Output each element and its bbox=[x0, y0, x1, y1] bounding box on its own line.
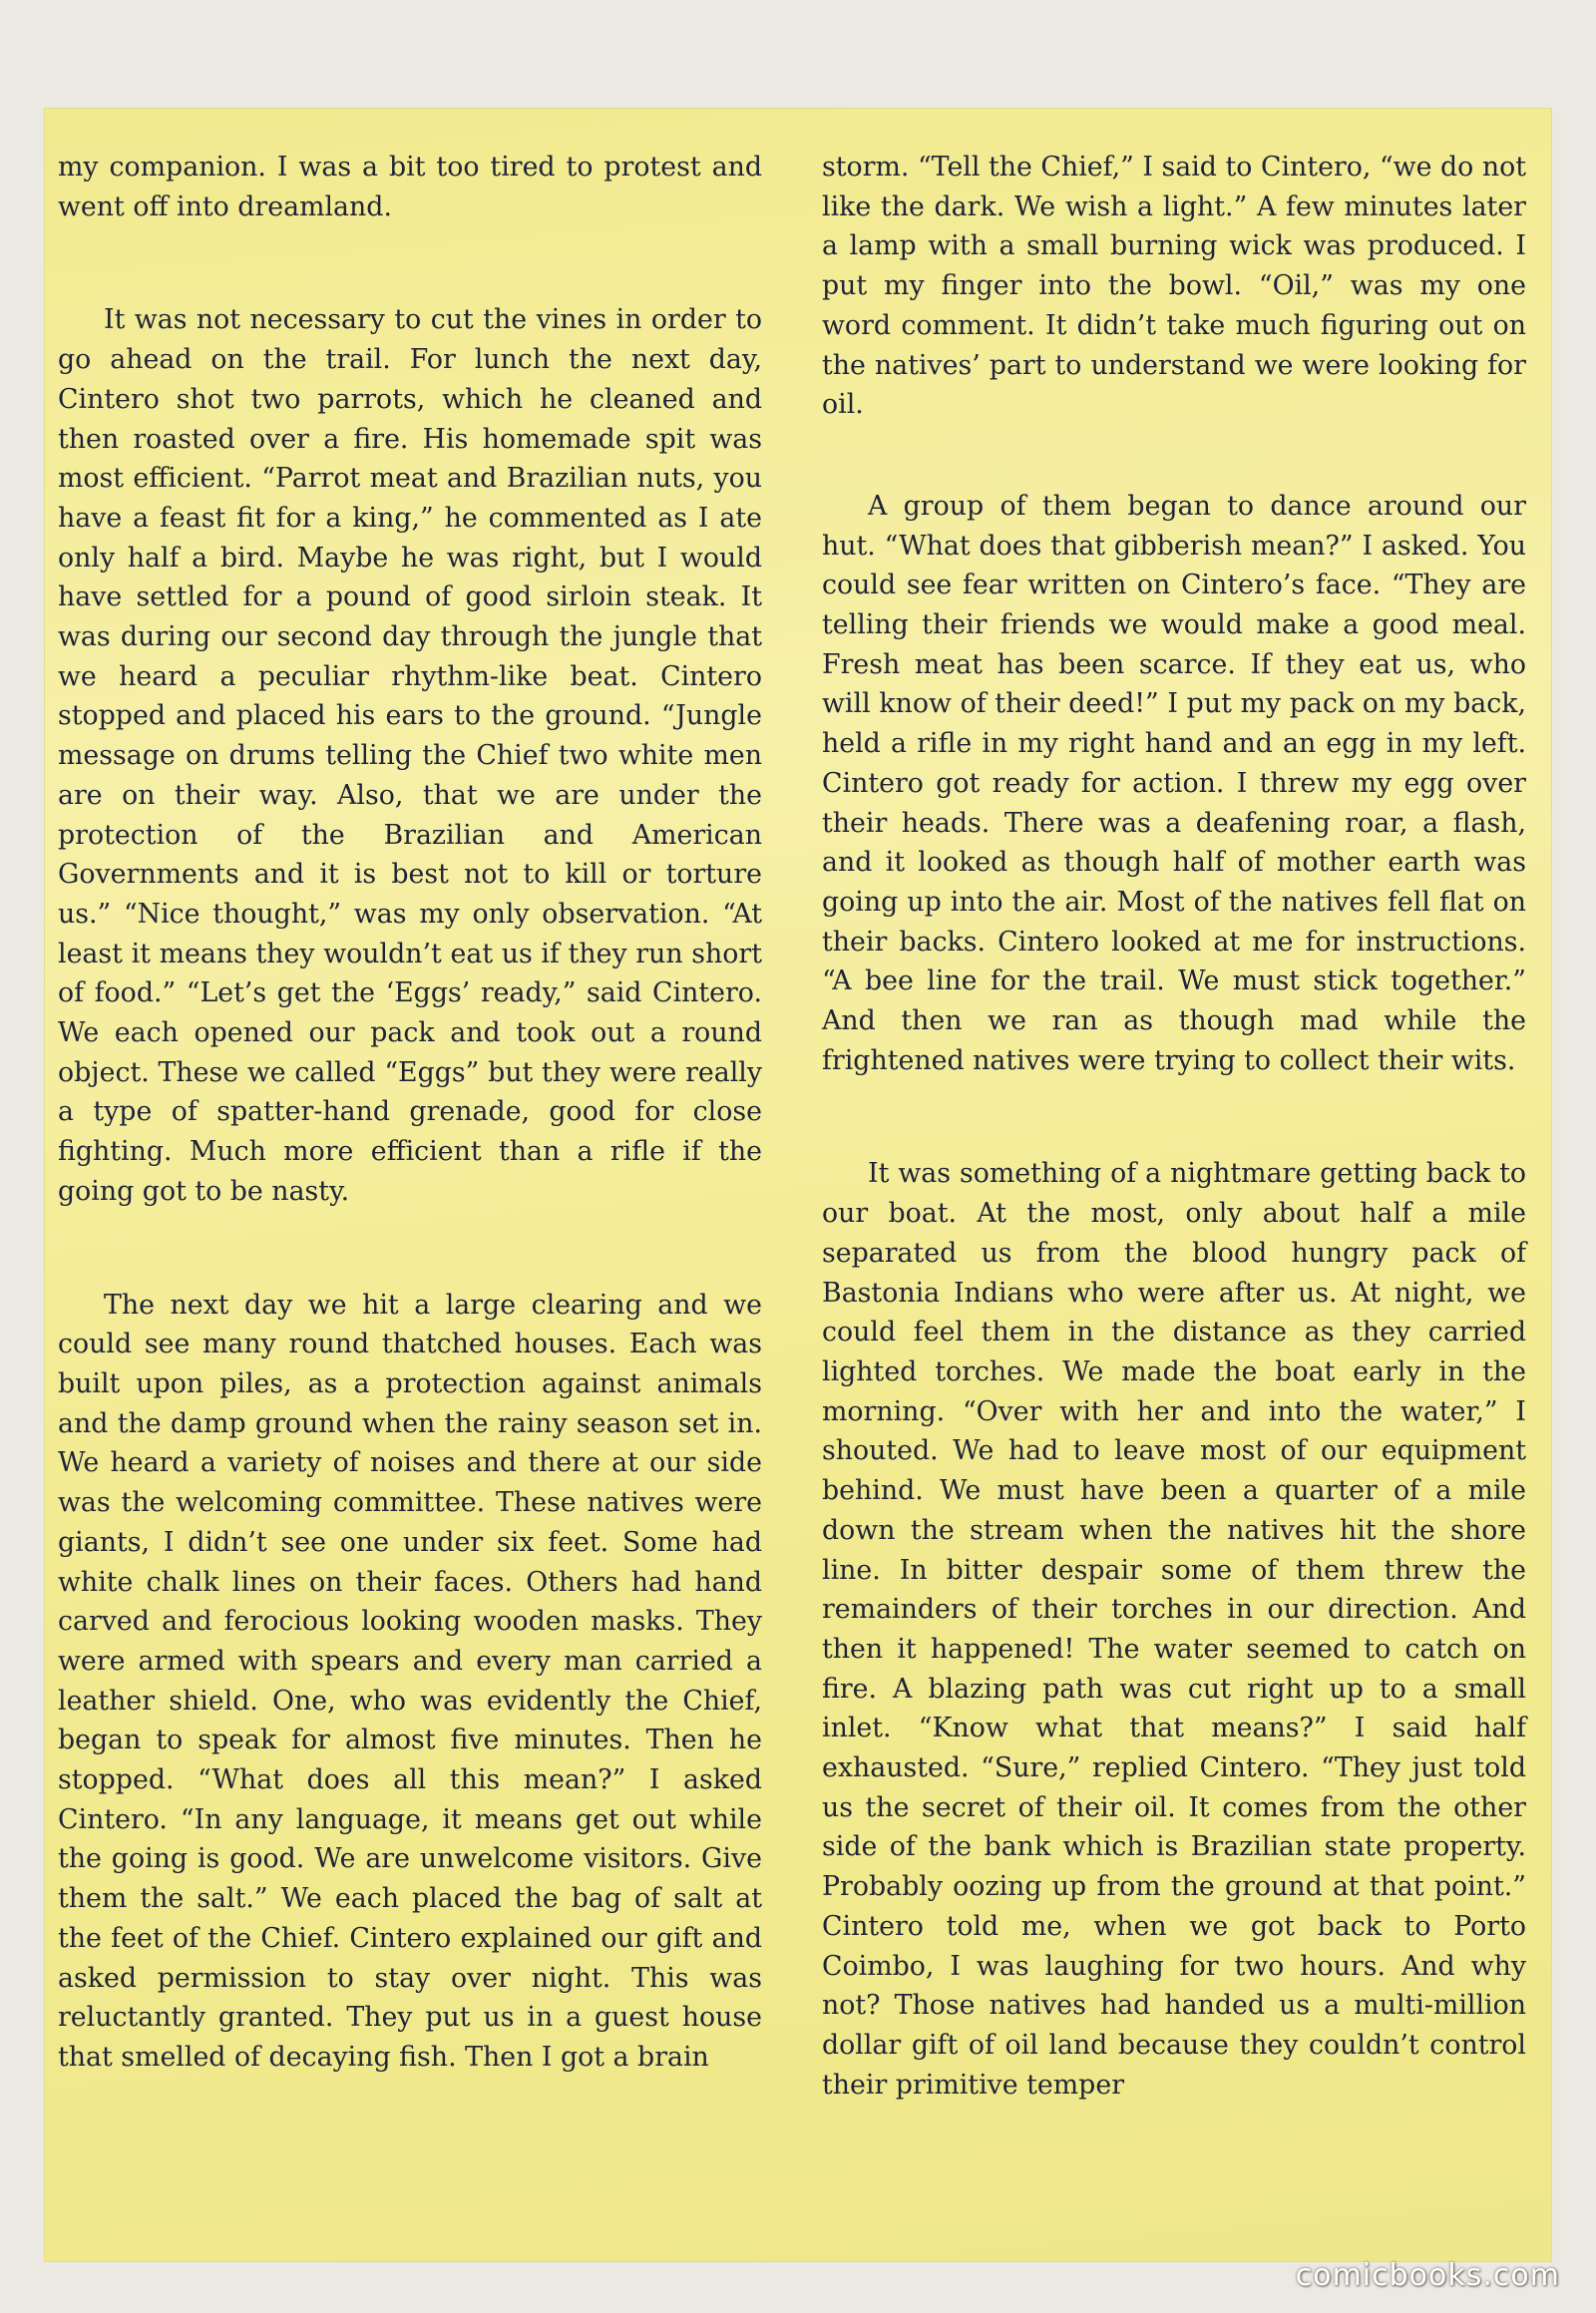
paragraph-spacer bbox=[822, 1080, 1526, 1154]
right-paragraph-1: storm. “Tell the Chief,” I said to Cintero, “we do not like the dark. We wish a light.” A few minutes later a lamp with a small burning wick was produced. I put my finger into the bowl. “Oil,” was my one word comment. It didn’t take much figuring out on the natives’ part to understand we were looking for oil. bbox=[822, 152, 1526, 421]
paragraph-spacer bbox=[58, 1212, 762, 1286]
left-paragraph-1: my companion. I was a bit too tired to protest and went off into dreamland. bbox=[58, 152, 762, 222]
right-paragraph-3: It was something of a nightmare getting back to our boat. At the most, only about half a mile separated us from the blood hungry pack of Bastonia Indians who were after us. At night, we could feel them in the distance as they carried lighted torches. We made the boat early in the morning. “Over with her and into the water,” I shouted. We had to leave most of our equipment behind. We must have been a quarter of a mile down the stream when the natives hit the shore line. In bitter despair some of them threw the remainders of their torches in our direction. And then it happened! The water seemed to catch on fire. A blazing path was cut right up to a small inlet. “Know what that means?” I said half exhausted. “Sure,” replied Cintero. “They just told us the secret of their oil. It comes from the other side of the bank which is Brazilian state property. Probably oozing up from the ground at that point.” Cintero told me, when we got back to Porto Coimbo, I was laughing for two hours. And why not? Those natives had handed us a multi-million dollar gift of oil land because they couldn’t control their primitive temper bbox=[822, 1158, 1526, 2101]
left-paragraph-3: The next day we hit a large clearing and we could see many round thatched houses. Each was built upon piles, as a protection against animals and the damp ground when the rainy season set in. We heard a variety of noises and there at our side was the welcoming committee. These natives were giants, I didn’t see one under six feet. Some had white chalk lines on their faces. Others had hand carved and ferocious looking wooden masks. They were armed with spears and every man carried a leather shield. One, who was evidently the Chief, began to speak for almost five minutes. Then he stopped. “What does all this mean?” I asked Cintero. “In any language, it means get out while the going is good. We are unwelcome visitors. Give them the salt.” We each placed the bag of salt at the feet of the Chief. Cintero explained our gift and asked permission to stay over night. This was reluctantly granted. They put us in a guest house that smelled of decaying fish. Then I got a brain bbox=[58, 1289, 762, 2073]
right-text-column bbox=[822, 148, 1526, 2105]
paragraph-spacer bbox=[822, 425, 1526, 487]
left-paragraph-2: It was not necessary to cut the vines in order to go ahead on the trail. For lunch the next day, Cintero shot two parrots, which he cleaned and then roasted over a fire. His homemade spit was most efficient. “Parrot meat and Brazilian nuts, you have a feast fit for a king,” he commented as I ate only half a bird. Maybe he was right, but I would have settled for a pound of good sirloin steak. It was during our second day through the jungle that we heard a peculiar rhythm-like beat. Cintero stopped and placed his ears to the ground. “Jungle message on drums telling the Chief two white men are on their way. Also, that we are under the protection of the Brazilian and American Governments and it is best not to kill or torture us.” “Nice thought,” was my only observation. “At least it means they wouldn’t eat us if they run short of food.” “Let’s get the ‘Eggs’ ready,” said Cintero. We each opened our pack and took out a round object. These we called “Eggs” but they were really a type of spatter-hand grenade, good for close fighting. Much more efficient than a rifle if the going got to be nasty. bbox=[58, 304, 762, 1207]
left-text-column bbox=[58, 148, 762, 2078]
paragraph-spacer bbox=[58, 226, 762, 300]
site-watermark: comicbooks.com bbox=[1295, 2258, 1560, 2293]
right-paragraph-2: A group of them began to dance around our hut. “What does that gibberish mean?” I asked. You could see fear written on Cintero’s face. “They are telling their friends we would make a good meal. Fresh meat has been scarce. If they eat us, who will know of their deed!” I put my pack on my back, held a rifle in my right hand and an egg in my left. Cintero got ready for action. I threw my egg over their heads. There was a deafening roar, a flash, and it looked as though half of mother earth was going up into the air. Most of the natives fell flat on their backs. Cintero looked at me for instructions. “A bee line for the trail. We must stick together.” And then we ran as though mad while the frightened natives were trying to collect their wits. bbox=[822, 490, 1526, 1076]
story-page bbox=[44, 108, 1552, 2262]
